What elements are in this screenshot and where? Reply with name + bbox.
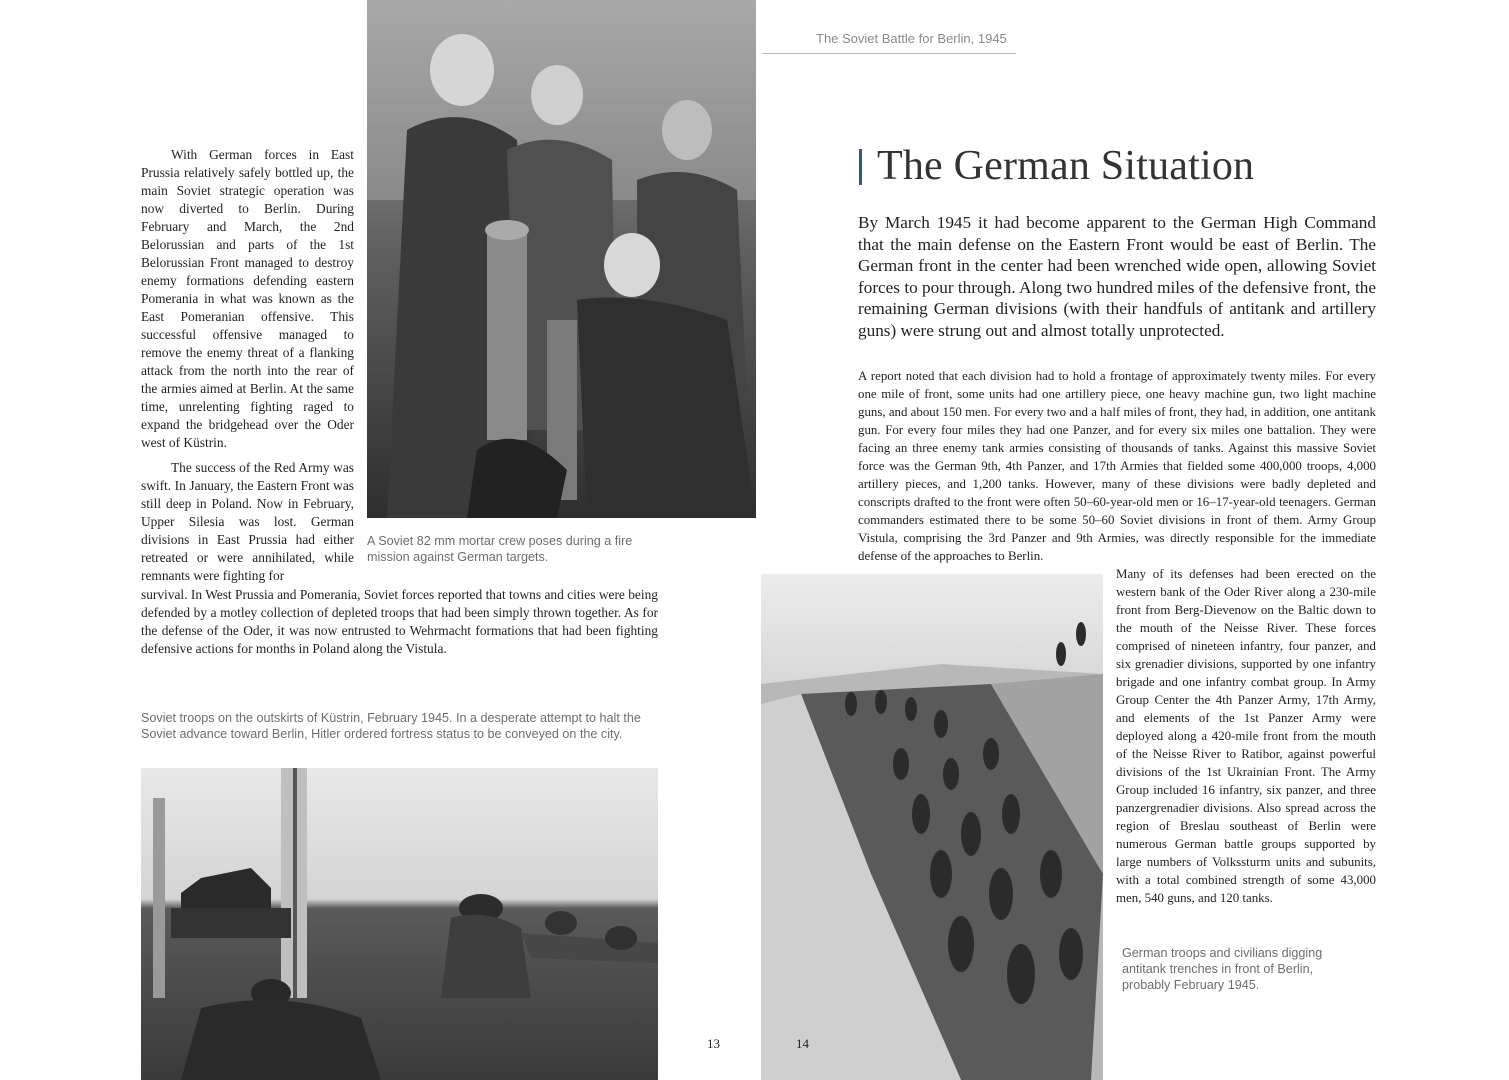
trench-photo-caption: German troops and civilians digging antitank trenches in front of Berlin, probably February 1945.: [1122, 946, 1323, 992]
left-paragraph-1: With German forces in East Prussia relatively safely bottled up, the main Soviet strategic operation was now diverted to Berlin. During February and March, the 2nd Belorussian and parts of the 1st Belorussian Front managed to destroy enemy formations defending eastern Pomerania in what was known as the East Pomeranian offensive. This successful offensive managed to remove the enemy threat of a flanking attack from the north into the rear of the armies aimed at Berlin. At the same time, unrelenting fighting raged to expand the bridgehead over the Oder west of Küstrin.: [141, 147, 354, 450]
body-paragraph: A report noted that each division had to hold a frontage of approximately twenty miles. For every one mile of front, some units had one artillery piece, one heavy machine gun, two light machine guns, and about 150 men. For every two and a half miles of front, they had, in addition, one antitank gun. For every four miles they had one Panzer, and for every six miles one battalion. They were facing an three enemy tank armies consisting of thousands of tanks. Against this massive Soviet force was the German 9th, 4th Panzer, and 17th Armies that fielded some 400,000 troops, 4,000 artillery pieces, and 1,200 tanks. However, many of these divisions were badly depleted and conscripts drafted to the front were often 50–60-year-old men or 16–17-year-old teenagers. German commanders estimated there to be some 50–60 Soviet divisions in front of them. Army Group Vistula, comprising the 3rd Panzer and 9th Armies, was directly responsible for the immediate defense of the approaches to Berlin.: [858, 369, 1376, 563]
right-page-number: 14: [796, 1036, 809, 1051]
left-paragraph-2: The success of the Red Army was swift. In January, the Eastern Front was still deep in Poland. Now in February, Upper Silesia was lost. German divisions in East Prussia had either retreated or were annihilated, while remnants were fighting for: [141, 460, 354, 583]
right-column-paragraph: Many of its defenses had been erected on the western bank of the Oder River along a 230-mile front from Berg-Dievenow on the Baltic down to the mouth of the Neisse River. These forces comprised of nineteen infantry, four panzer, and six grenadier divisions, supported by one infantry brigade and one infantry combat group. In Army Group Center the 4th Panzer Army, 17th Army, and elements of the 1st Panzer Army were deployed along a 420-mile front from the mouth of the Neisse River to Ratibor, against powerful divisions of the 1st Ukrainian Front. The Army Group included 16 infantry, six panzer, and three panzergrenadier divisions. Also spread across the region of Breslau southeast of Berlin were numerous German battle groups supported by large numbers of Volkssturm units and subunits, with a total combined strength of some 43,000 men, 540 guns, and 120 tanks.: [1116, 567, 1376, 905]
left-wide-paragraph: survival. In West Prussia and Pomerania, Soviet forces reported that towns and cities were being defended by a motley collection of depleted troops that had been simply thrown together. As for the defense of the Oder, it was now entrusted to Wehrmacht formations that had been fighting defensive actions for months in Poland along the Vistula.: [141, 587, 658, 656]
kustrin-troops-photo: [141, 768, 658, 1080]
kustrin-photo-caption: Soviet troops on the outskirts of Küstrin, February 1945. In a desperate attempt to halt the Soviet advance toward Berlin, Hitler ordered fortress status to be conveyed on the city.: [141, 711, 641, 741]
mortar-photo-caption: A Soviet 82 mm mortar crew poses during a fire mission against German targets.: [367, 534, 633, 564]
antitank-trench-photo: [761, 574, 1103, 1080]
mortar-crew-photo: [367, 0, 756, 518]
running-head: The Soviet Battle for Berlin, 1945: [816, 31, 1007, 46]
section-title: The German Situation: [877, 143, 1255, 189]
left-column-text: [141, 146, 354, 585]
title-accent-bar: [859, 149, 862, 185]
running-head-rule: [762, 53, 1016, 54]
lead-paragraph: By March 1945 it had become apparent to the German High Command that the main defense on the Eastern Front would be east of Berlin. The German front in the center had been wrenched wide open, allowing Soviet forces to pour through. Along two hundred miles of the defensive front, the remaining German divisions (with their handfuls of antitank and artillery guns) were strung out and almost totally unprotected.: [858, 213, 1376, 340]
left-page-number: 13: [707, 1036, 720, 1051]
